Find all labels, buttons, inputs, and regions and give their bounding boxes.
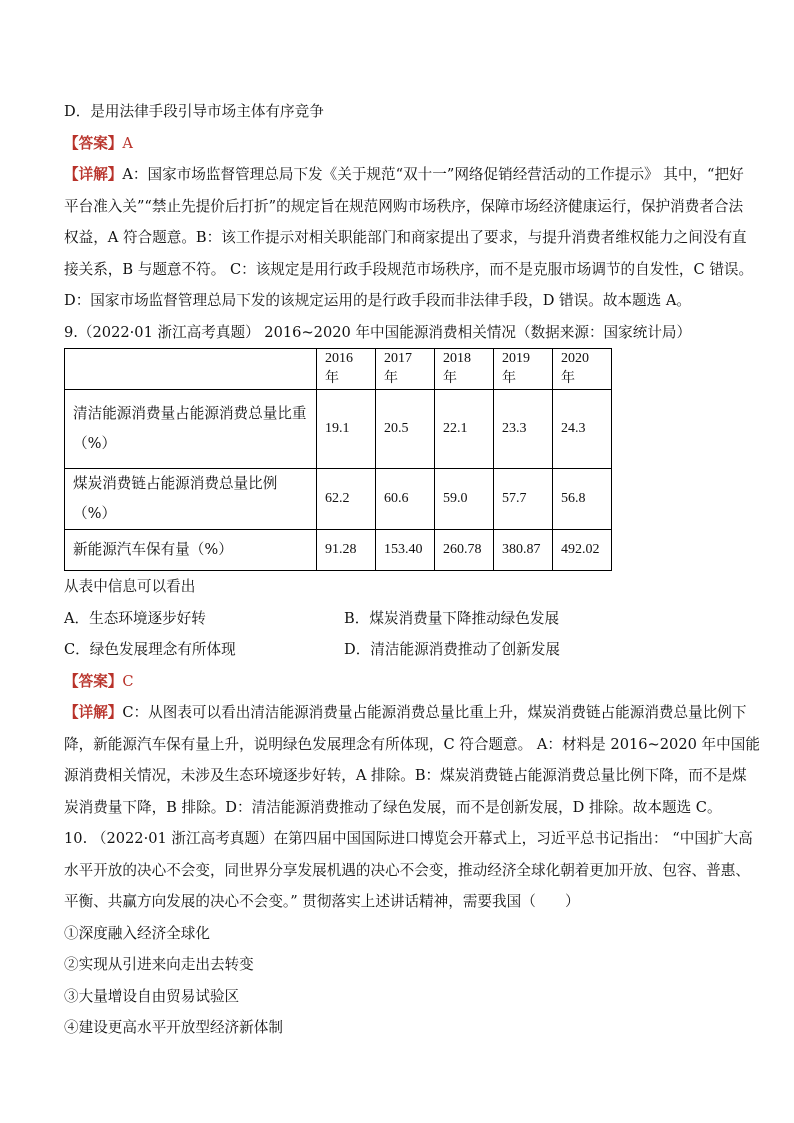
table-cell: 20.5 xyxy=(376,390,435,469)
table-cell: 19.1 xyxy=(317,390,376,469)
table-cell: 23.3 xyxy=(494,390,553,469)
table-row xyxy=(65,530,612,571)
q9-detail xyxy=(64,697,760,823)
header-cell: 2020 年 xyxy=(553,349,612,390)
q10-line: 平衡、共赢方向发展的决心不会变。” 贯彻落实上述讲话精神，需要我国（ ） xyxy=(64,893,580,910)
table-cell: 260.78 xyxy=(435,530,494,571)
answer-value: A xyxy=(122,134,133,152)
detail-line: A：国家市场监督管理总局下发《关于规范“双十一”网络促销经营活动的工作提示》 其中，“把好 xyxy=(122,166,744,183)
q10-choice: ④建设更高水平开放型经济新体制 xyxy=(64,1019,283,1036)
answer-value: C xyxy=(122,672,134,690)
table-cell: 59.0 xyxy=(435,469,494,530)
q10-line: 水平开放的决心不会变，同世界分享发展机遇的决心不会变，推动经济全球化朝着更加开放、包容、普惠、 xyxy=(64,861,750,879)
table-cell: 57.7 xyxy=(494,469,553,530)
q10-line: 10. （2022·01 浙江高考真题）在第四届中国国际进口博览会开幕式上，习近平总书记指出： “中国扩大高 xyxy=(64,830,753,847)
table-cell: 91.28 xyxy=(317,530,376,571)
header-cell: 2016 年 xyxy=(317,349,376,390)
q9-option-b: B．煤炭消费量下降推动绿色发展 xyxy=(344,609,560,627)
q8-option-d: D．是用法律手段引导市场主体有序竞争 xyxy=(64,103,324,120)
q10-choice: ③大量增设自由贸易试验区 xyxy=(64,987,240,1005)
q10-choice: ②实现从引进来向走出去转变 xyxy=(64,956,254,973)
q10-stem xyxy=(64,823,753,918)
q9-options-row-2 xyxy=(64,634,736,666)
detail-line: 平台准入关”“禁止先提价后打折”的规定旨在规范网购市场秩序，保障市场经济健康运行，保护消费者合法 xyxy=(64,197,744,215)
q8-detail xyxy=(64,159,754,317)
header-cell: 2019 年 xyxy=(494,349,553,390)
table-cell: 492.02 xyxy=(553,530,612,571)
table-cell: 56.8 xyxy=(553,469,612,530)
row-label: 煤炭消费链占能源消费总量比例（%） xyxy=(65,469,317,530)
detail-label: 【详解】 xyxy=(64,166,123,183)
header-cell: 2017 年 xyxy=(376,349,435,390)
q9-title: 9.（2022·01 浙江高考真题） 2016~2020 年中国能源消费相关情况（数据来源：国家统计局） xyxy=(64,323,692,341)
q9-stem: 从表中信息可以看出 xyxy=(64,578,196,595)
detail-line: D：国家市场监督管理总局下发的该规定运用的是行政手段而非法律手段，D 错误。故本题选 A。 xyxy=(64,292,691,309)
table-cell: 60.6 xyxy=(376,469,435,530)
answer-label: 【答案】 xyxy=(64,134,123,152)
q8-answer xyxy=(64,128,736,160)
row-label-line: （%） xyxy=(73,435,117,452)
header-cell xyxy=(65,349,317,390)
table-cell: 24.3 xyxy=(553,390,612,469)
header-cell: 2018 年 xyxy=(435,349,494,390)
table-cell: 22.1 xyxy=(435,390,494,469)
table-cell: 380.87 xyxy=(494,530,553,571)
table-header-row xyxy=(65,349,612,390)
q9-option-a: A．生态环境逐步好转 xyxy=(64,609,206,627)
table-cell: 153.40 xyxy=(376,530,435,571)
detail-line: 权益，A 符合题意。B：该工作提示对相关职能部门和商家提出了要求，与提升消费者维权能力之间没有直 xyxy=(64,229,747,246)
answer-label: 【答案】 xyxy=(64,672,123,690)
q9-option-c: C．绿色发展理念有所体现 xyxy=(64,641,236,658)
row-label xyxy=(65,390,317,469)
table-row xyxy=(65,469,612,530)
q9-option-d: D．清洁能源消费推动了创新发展 xyxy=(344,641,561,658)
row-label-line: 清洁能源消费量占能源消费总量比重 xyxy=(73,405,307,422)
document-page xyxy=(64,96,760,1044)
detail-line: 接关系，B 与题意不符。 C：该规定是用行政手段规范市场秩序，而不是克服市场调节的自发性，C 错误。 xyxy=(64,260,754,278)
table-row xyxy=(65,390,612,469)
q9-answer xyxy=(64,666,736,698)
detail-line: C：从图表可以看出清洁能源消费量占能源消费总量比重上升，煤炭消费链占能源消费总量比例下 xyxy=(122,704,747,721)
detail-line: 炭消费量下降，B 排除。D：清洁能源消费推动了绿色发展，而不是创新发展，D 排除。故本题选 C。 xyxy=(64,798,722,816)
q10-choice: ①深度融入经济全球化 xyxy=(64,924,210,942)
detail-line: 源消费相关情况，未涉及生态环境逐步好转，A 排除。B：煤炭消费链占能源消费总量比例下降，而不是煤 xyxy=(64,767,747,784)
q9-options-row-1 xyxy=(64,603,736,635)
table-cell: 62.2 xyxy=(317,469,376,530)
row-label: 新能源汽车保有量（%） xyxy=(65,530,317,571)
detail-label: 【详解】 xyxy=(64,704,123,721)
energy-table xyxy=(64,348,612,571)
detail-line: 降，新能源汽车保有量上升，说明绿色发展理念有所体现，C 符合题意。 A：材料是 2016~2020 年中国能 xyxy=(64,735,760,753)
